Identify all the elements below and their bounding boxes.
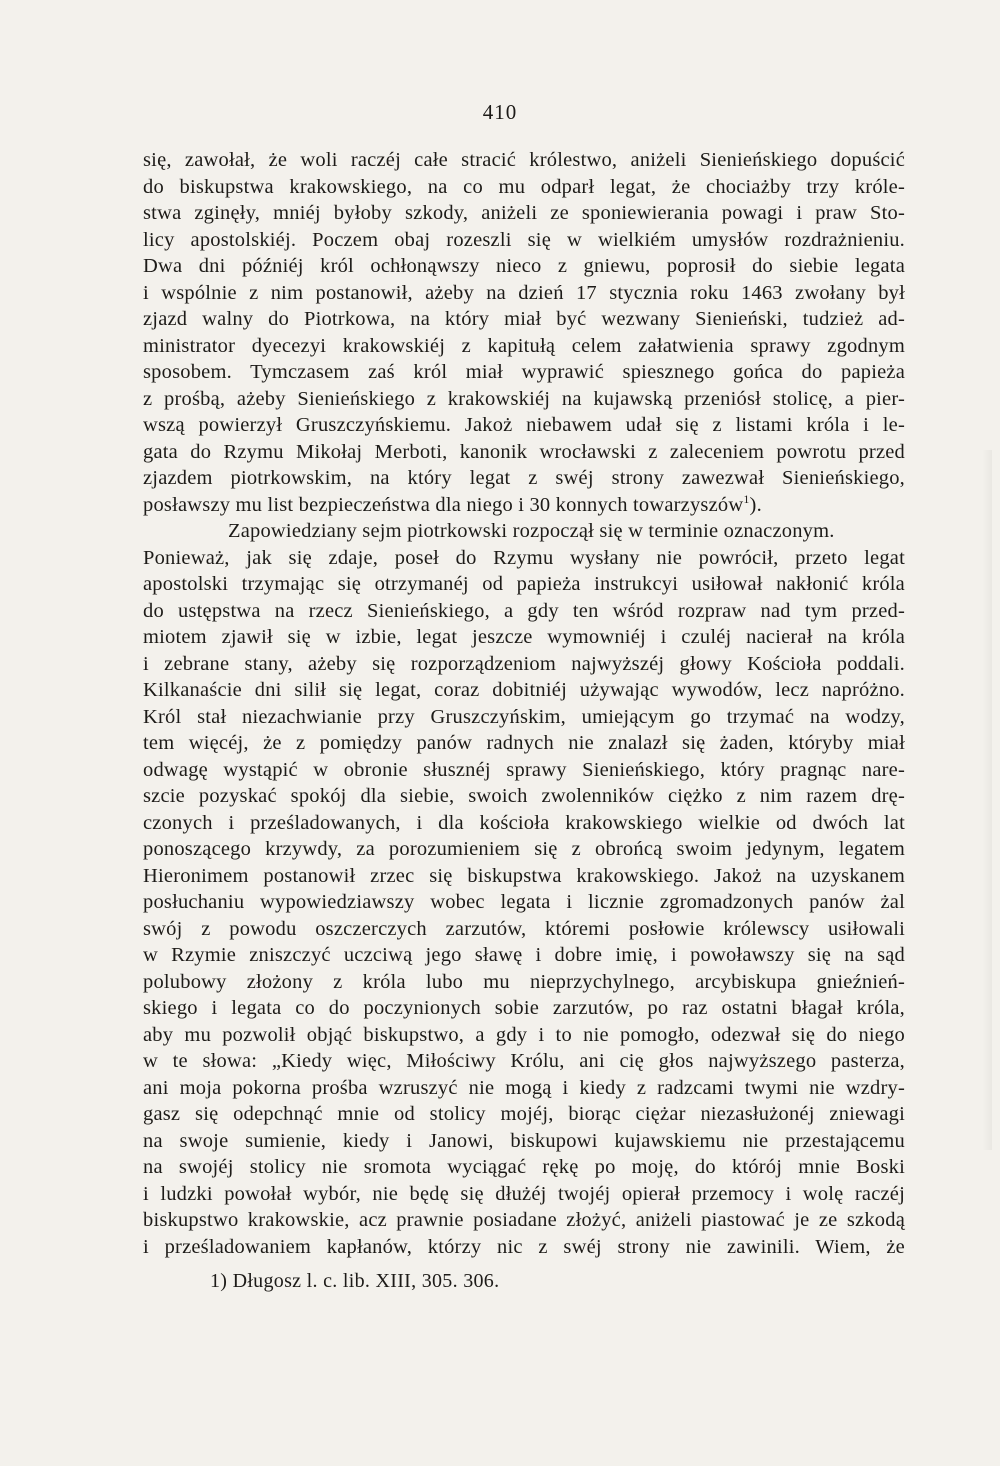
text-line: Ponieważ, jak się zdaje, poseł do Rzymu wysłany nie powrócił, przeto legat [143, 546, 905, 569]
footnote-marker: 1) [210, 1270, 228, 1292]
text-line: z prośbą, ażeby Sienieńskiego z krakowskiéj na kujawską przeniósł stolicę, a pier- [143, 387, 905, 410]
text-line: gasz się odepchnąć mnie od stolicy mojéj, biorąc ciężar niezasłużonéj zniewagi [143, 1103, 905, 1125]
text-line: sposobem. Tymczasem zaś król miał wyprawić spiesznego gońca do papieża [143, 361, 905, 383]
text-line: swój z powodu oszczerczych zarzutów, któremi posłowie królewscy usiłowali [143, 917, 905, 940]
text-line: ponoszącego krzywdy, za porozumieniem się z obrońcą swoim jedynym, legatem [143, 838, 905, 860]
text-line: Kilkanaście dni silił się legat, coraz dobitniéj używając wywodów, lecz napróżno. [143, 679, 905, 701]
text-line: ani moja pokorna prośba wzruszyć nie mogą i kiedy z radzcami twymi nie wzdry- [143, 1076, 905, 1099]
page-edge-shading [982, 450, 992, 1150]
footnote-reference-suffix: ). [749, 493, 762, 516]
text-line-with-footnote [143, 492, 905, 519]
text-line: na swojéj stolicy nie sromota wyciągać rękę po moję, do którój mnie Boski [143, 1156, 905, 1178]
text-line: w Rzymie zniszczyć uczciwą jego sławę i dobre imię, i powoławszy się na sąd [143, 944, 905, 966]
text-line: tem więcéj, że z pomiędzy panów radnych nie znalazł się żaden, któryby miał [143, 732, 905, 754]
text-line: na swoje sumienie, kiedy i Janowi, biskupowi kujawskiemu nie przestającemu [143, 1129, 905, 1152]
text-line: gata do Rzymu Mikołaj Merboti, kanonik wrocławski z zaleceniem powrotu przed [143, 440, 905, 463]
text-line: odwagę wystąpić w obronie słusznéj sprawy Sienieńskiego, który pragnąc nare- [143, 758, 905, 781]
text-line: się, zawołał, że woli raczéj całe stracić królestwo, aniżeli Sienieńskiego dopuścić [143, 149, 905, 171]
text-line: Dwa dni późniéj król ochłonąwszy nieco z gniewu, poprosił do siebie legata [143, 255, 905, 277]
text-line: miotem zjawił się w izbie, legat jeszcze wymowniéj i czuléj nacierał na króla [143, 626, 905, 648]
text-line: do biskupstwa krakowskiego, na co mu odparł legat, że chociażby trzy króle- [143, 175, 905, 198]
text-line: stwa zginęły, mniéj byłoby szkody, aniżeli ze sponiewierania powagi i praw Sto- [143, 202, 905, 224]
text-line: do ustępstwa na rzecz Sienieńskiego, a gdy ten wśród rozpraw nad tym przed- [143, 599, 905, 622]
footnote [210, 1270, 499, 1293]
footnote-text: Długosz l. c. lib. XIII, 305. 306. [232, 1270, 500, 1292]
text-line: i prześladowaniem kapłanów, którzy nic z swéj strony nie zawinili. Wiem, że [143, 1235, 905, 1258]
text-line: i ludzki powołał wybór, nie będę się dłużéj twojéj opierał przemocy i wolę raczéj [143, 1182, 905, 1205]
paragraph-start-line: Zapowiedziany sejm piotrkowski rozpoczął się w terminie oznaczonym. [228, 520, 835, 542]
text-line: posłuchaniu wypowiedziawszy wobec legata i licznie zgromadzonych panów żal [143, 891, 905, 913]
text-line: Król stał niezachwianie przy Gruszczyńskim, umiejącym go trzymać na wodzy, [143, 705, 905, 728]
text-line: i zebrane stany, ażeby się rozporządzeniom najwyższéj głowy Kościoła poddali. [143, 652, 905, 675]
text-line: ministrator dyecezyi krakowskiéj z kapitułą celem załatwienia sprawy zgodnym [143, 334, 905, 357]
page-number: 410 [482, 100, 518, 124]
text-line: szcie pozyskać spokój dla siebie, swoich zwolenników ciężko z nim razem drę- [143, 785, 905, 807]
text-line: wszą powierzył Gruszczyńskiemu. Jakoż niebawem udał się z listami króla i le- [143, 414, 905, 436]
text-line: aby mu pozwolił objąć biskupstwo, a gdy i to nie pomogło, odezwał się do niego [143, 1023, 905, 1046]
text-line: polubowy złożony z króla lubo mu nieprzychylnego, arcybiskupa gnieźnień- [143, 970, 905, 993]
text-line: licy apostolskiéj. Poczem obaj rozeszli się w wielkiém umysłów rozdrażnieniu. [143, 228, 905, 251]
text-line: apostolski trzymając się otrzymanéj od papieża instrukcyi usiłował nakłonić króla [143, 573, 905, 595]
text-line: posławszy mu list bezpieczeństwa dla niego i 30 konnych towarzyszów [143, 493, 744, 516]
footnote-reference: 1 [743, 491, 750, 506]
text-line: w te słowa: „Kiedy więc, Miłościwy Królu, ani cię głos najwyższego pasterza, [143, 1050, 905, 1072]
text-line: czonych i prześladowanych, i dla kościoła krakowskiego wielkie od dwóch lat [143, 811, 905, 834]
text-line: i wspólnie z nim postanowił, ażeby na dzień 17 stycznia roku 1463 zwołany był [143, 281, 905, 304]
text-line: Hieronimem postanowił zrzec się biskupstwa krakowskiego. Jakoż na uzyskanem [143, 864, 905, 887]
text-line: skiego i legata co do poczynionych sobie zarzutów, po raz ostatni błagał króla, [143, 997, 905, 1019]
text-line: zjazd walny do Piotrkowa, na który miał być wezwany Sienieński, tudzież ad- [143, 308, 905, 330]
text-line: zjazdem piotrkowskim, na który legat z swéj strony zawezwał Sienieńskiego, [143, 467, 905, 489]
text-line: biskupstwo krakowskie, acz prawnie posiadane złożyć, aniżeli piastować je ze szkodą [143, 1209, 905, 1231]
main-text [143, 147, 905, 1260]
